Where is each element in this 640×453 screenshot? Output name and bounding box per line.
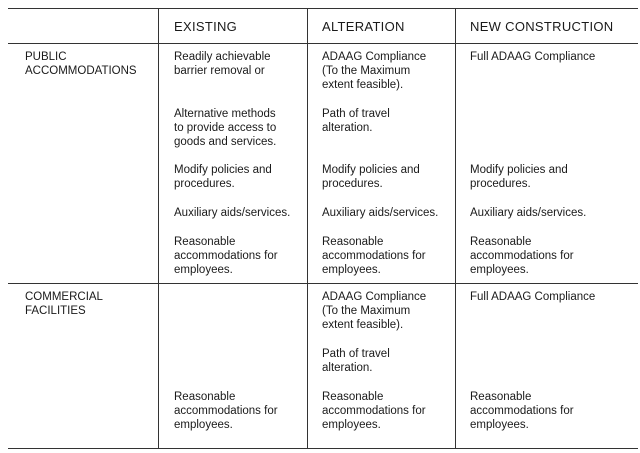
header-existing: EXISTING [174,19,238,34]
header-new-construction: NEW CONSTRUCTION [470,19,614,34]
cell-alteration-6: ADAAG Compliance (To the Maximum extent feasible). [322,291,427,331]
cell-alteration-4: Auxiliary aids/services. [322,207,439,219]
cell-alteration-8: Reasonable accommodations for employees. [322,391,426,431]
column-divider-2 [307,8,308,448]
table-bottom-border [8,448,638,449]
header-alteration: ALTERATION [322,19,405,34]
cell-new-construction-5: Full ADAAG Compliance [470,291,596,303]
row-label-commercial-facilities: COMMERCIAL FACILITIES [25,291,103,317]
cell-alteration-7: Path of travel alteration. [322,348,390,374]
cell-existing-1: Readily achievable barrier removal or [174,51,271,77]
cell-alteration-2: Path of travel alteration. [322,108,390,134]
table-top-border [8,8,638,9]
cell-alteration-3: Modify policies and procedures. [322,164,420,190]
cell-existing-3: Modify policies and procedures. [174,164,272,190]
cell-existing-5: Reasonable accommodations for employees. [174,236,278,276]
cell-existing-2: Alternative methods to provide access to goods and services. [174,108,277,148]
column-divider-3 [455,8,456,448]
cell-existing-4: Auxiliary aids/services. [174,207,291,219]
cell-existing-6: Reasonable accommodations for employees. [174,391,278,431]
cell-new-construction-3: Auxiliary aids/services. [470,207,587,219]
row-label-public-accommodations: PUBLIC ACCOMMODATIONS [25,51,137,77]
cell-new-construction-6: Reasonable accommodations for employees. [470,391,574,431]
header-bottom-border [8,43,638,44]
cell-new-construction-2: Modify policies and procedures. [470,164,568,190]
cell-alteration-1: ADAAG Compliance (To the Maximum extent feasible). [322,51,427,91]
cell-new-construction-4: Reasonable accommodations for employees. [470,236,574,276]
column-divider-1 [158,8,159,448]
row-divider [8,283,638,284]
cell-new-construction-1: Full ADAAG Compliance [470,51,596,63]
cell-alteration-5: Reasonable accommodations for employees. [322,236,426,276]
